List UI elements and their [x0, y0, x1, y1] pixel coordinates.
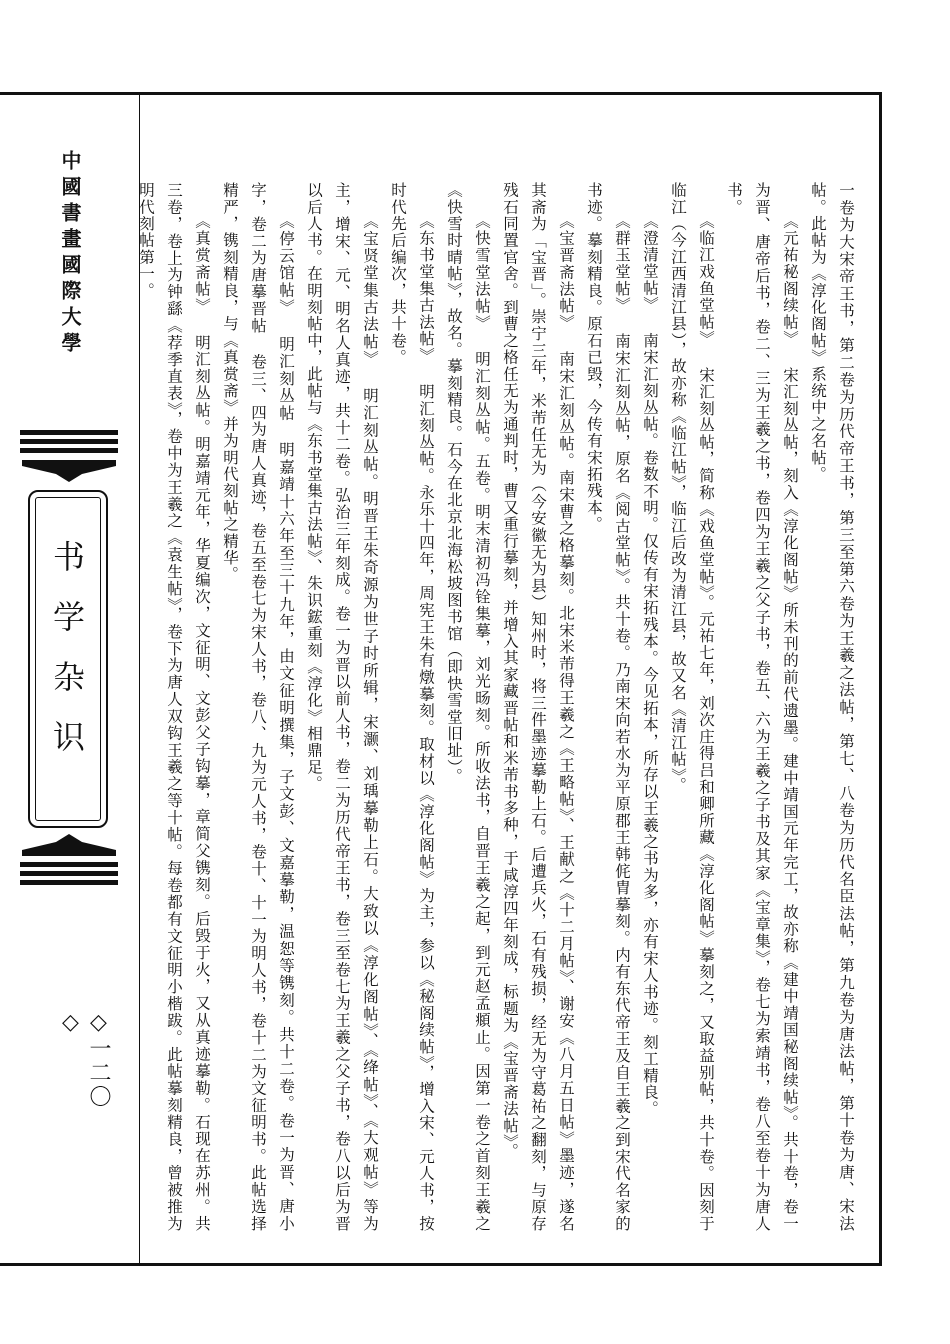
- ornament-cap-bottom: [22, 834, 116, 856]
- ornament-bars-bottom: [20, 862, 118, 889]
- paragraph: 《宝晋斋法帖》 南宋汇刻丛帖。南宋曹之格摹刻。北宋米芾得王羲之《王略帖》、王献之《十二月帖》、谢安《八月五日帖》墨迹，遂名其斋为「宝晋」。崇宁三年，米芾任无为（今安徽无为县）知州时，将三件墨迹摹勒上石。后遭兵火，石有残损，经无为守葛祐之翻刻，与原存残石同置官舍。到曹之格任无为通判时，曹又重行摹刻，并增入其家藏晋帖和米芾书多种，于咸淳四年刻成，标题为《宝晋斋法帖》。: [501, 182, 575, 1232]
- paragraph: 《快雪堂法帖》 明汇刻丛帖。五卷。明末清初冯铨集摹，刘光旸刻。所收法书，自晋王羲之起，到元赵孟頫止。因第一卷之首刻王羲之《快雪时晴帖》，故名。摹刻精良。石今在北京北海松坡图书馆（即快雪堂旧址）。: [445, 182, 491, 1232]
- body-text: [137, 182, 860, 1232]
- ornament-cap-top: [22, 460, 116, 482]
- paragraph: 《群玉堂帖》 南宋汇刻丛帖，原名《阅古堂帖》。共十卷。乃南宋向若水为平原郡王韩侂胄摹刻。内有东代帝王及自王羲之到宋代名家的书迹。摹刻精良。原石已毁，今传有宋拓残本。: [585, 182, 631, 1232]
- paragraph: 《元祐秘阁续帖》 宋汇刻丛帖，刻入《淳化阁帖》所未刊的前代遗墨。建中靖国元年完工，故亦称《建中靖国秘阁续帖》。共十卷，卷一为晋、唐帝后书，卷二、三为王羲之书，卷四为王羲之父子书，卷五、六为王羲之子书及其家《宝章集》，卷七为索靖书，卷八至卷十为唐人书。: [725, 182, 799, 1232]
- section-title: 书学杂识: [48, 540, 86, 780]
- ornament-bars-top: [20, 430, 118, 457]
- paragraph: 《真赏斋帖》 明汇刻丛帖。明嘉靖元年，华夏编次，文征明、文彭父子钩摹，章简父镌刻。后毁于火，又从真迹摹勒。石现在苏州。共三卷，卷上为钟繇《荐季直表》，卷中为王羲之《袁生帖》，卷下为唐人双钩王羲之等十帖。每卷都有文征明小楷跋。此帖摹刻精良，曾被推为明代刻帖第一。: [137, 182, 211, 1232]
- paragraph: 《澄清堂帖》 南宋汇刻丛帖。卷数不明。仅传有宋拓残本。今见拓本，所存以王羲之书为多，亦有宋人书迹。刻工精良。: [641, 213, 659, 1118]
- paragraph: 《东书堂集古法帖》 明汇刻丛帖。永乐十四年，周宪王朱有燉摹刻。取材以《淳化阁帖》为主，参以《秘阁续帖》，增入宋、元人书，按时代先后编次，共十卷。: [389, 182, 435, 1232]
- paragraph: 《宝贤堂集古法帖》 明汇刻丛帖。明晋王朱奇源为世子时所辑，宋灏、刘瑀摹勒上石。大致以《淳化阁帖》、《绛帖》、《大观帖》等为主，增宋、元、明名人真迹，共十二卷。弘治三年刻成。卷一为晋以前人书，卷二为历代帝王书，卷三至卷七为王羲之父子书，卷八以后为晋以后人书。在明刻帖中，此帖与《东书堂集古法帖》、朱识鋐重刻《淳化》相鼎足。: [305, 182, 379, 1232]
- paragraph: 《临江戏鱼堂帖》 宋汇刻丛帖，简称《戏鱼堂帖》。元祐七年，刘次庄得吕和卿所藏《淳化阁帖》摹刻之，又取益别帖，共十卷。因刻于临江（今江西清江县），故亦称《临江帖》，临江后改为清江县，故又名《清江帖》。: [669, 182, 715, 1232]
- paragraph: 一卷为大宋帝王书，第二卷为历代帝王书，第三至第六卷为王羲之法帖，第七、八卷为历代名臣法帖，第九卷为唐法帖，第十卷为唐、宋法帖。此帖为《淳化阁帖》系统中之名帖。: [809, 182, 855, 1232]
- press-name: 中國書畫國際大學: [58, 150, 82, 358]
- paragraph: 《停云馆帖》 明汇刻丛帖 明嘉靖十六年至三十九年，由文征明撰集，子文彭、文嘉摹勒，温恕等镌刻。共十二卷。卷一为晋、唐小字，卷二为唐摹晋帖 卷三、四为唐人真迹，卷五至卷七为宋人书，卷八、九为元人书，卷十、十一为明人书，卷十二为文征明书。此帖选择精严，镌刻精良，与《真赏斋》并为明代刻帖之精华。: [221, 182, 295, 1232]
- page-number: ◇一二〇◇: [58, 1010, 111, 1109]
